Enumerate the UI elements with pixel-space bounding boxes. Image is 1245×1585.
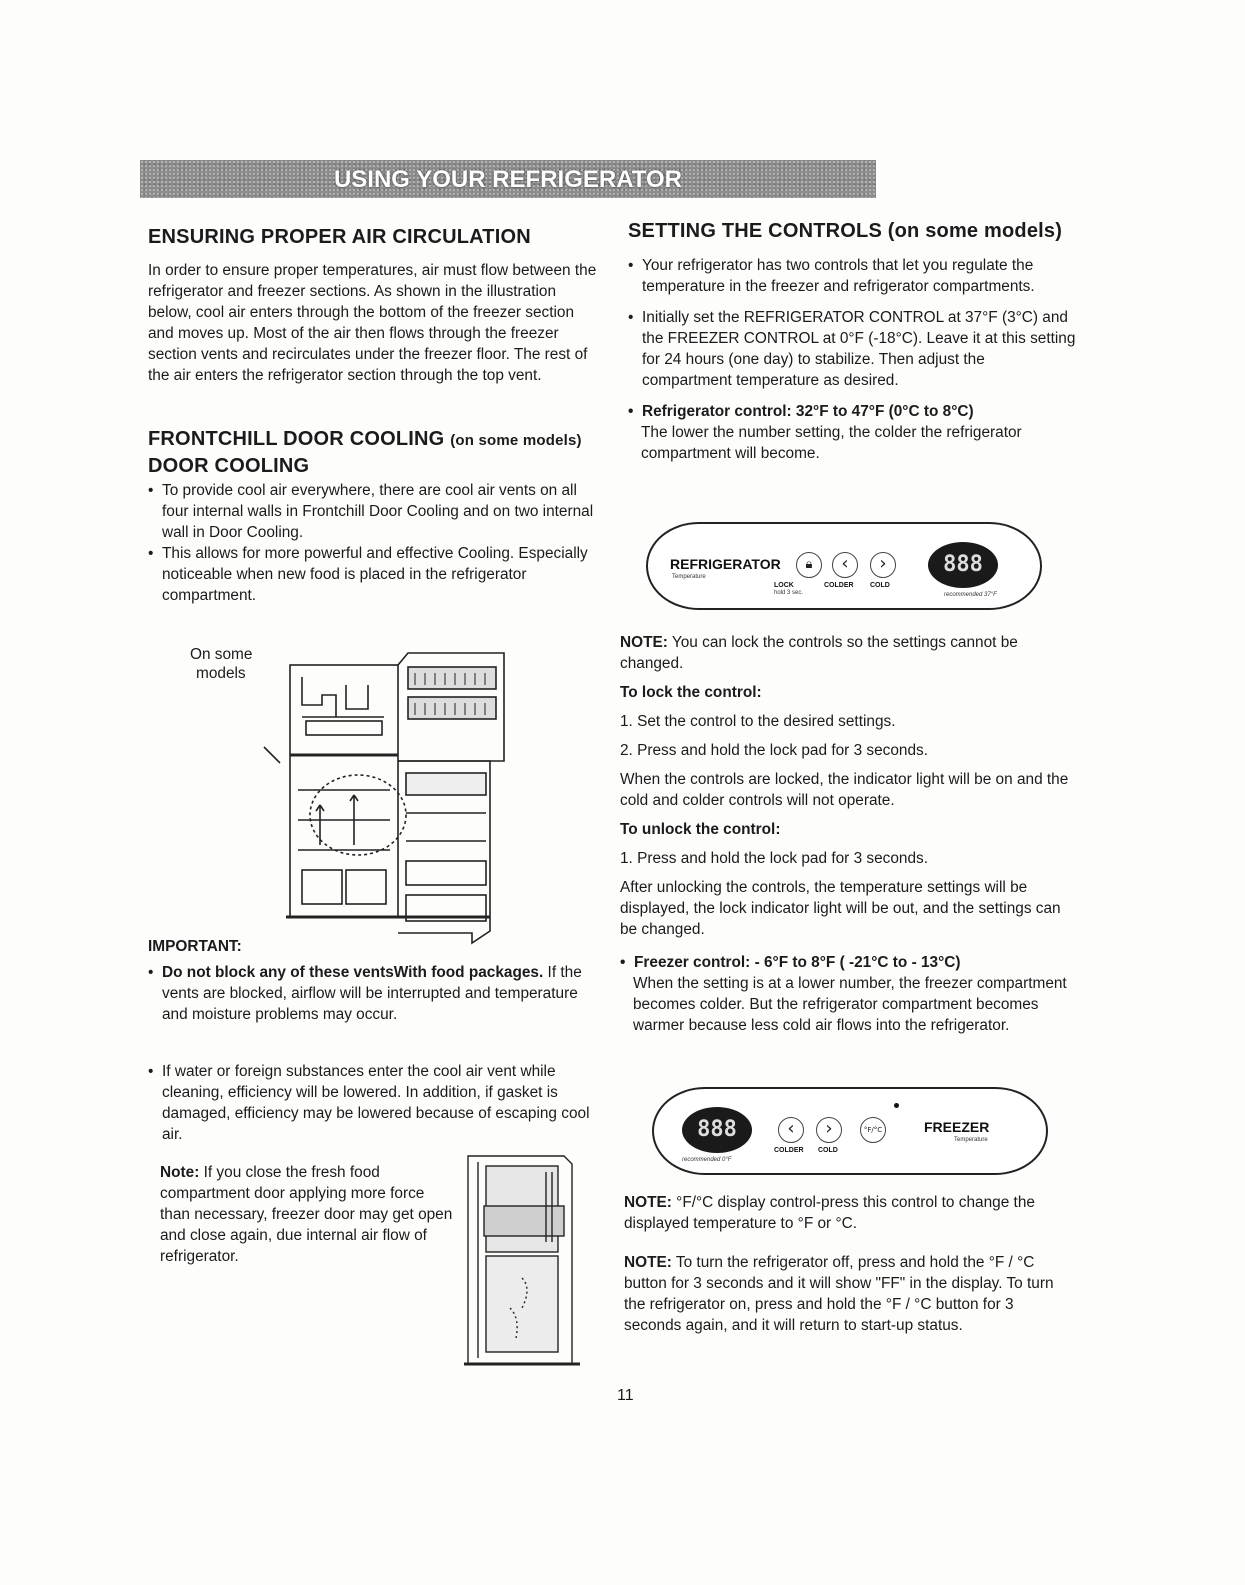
frontchill-heading-text: FRONTCHILL DOOR COOLING — [148, 428, 445, 450]
callout-label — [190, 645, 252, 683]
door-note-text: If you close the fresh food compartment door applying more force than necessary, freezer door may get open and close again, due internal air flow of refrigerator. — [160, 1164, 453, 1265]
refrigerator-control-panel — [646, 522, 1042, 610]
frontchill-bullet-2: • This allows for more powerful and effective Cooling. Especially noticeable when new food is placed in the refrigerator compartment. — [148, 543, 600, 606]
lock-after: When the controls are locked, the indicator light will be on and the cold and colder controls will not operate. — [620, 771, 1069, 809]
refrigerator-temp-display: 888 — [928, 542, 998, 588]
important-bullet-1-bold: Do not block any of these ventsWith food packages. — [162, 964, 544, 981]
lock-note-text: You can lock the controls so the settings cannot be changed. — [620, 634, 1018, 672]
frontchill-heading — [148, 428, 600, 451]
power-note-label: NOTE: — [624, 1254, 672, 1271]
freezer-cold-button[interactable] — [816, 1117, 842, 1143]
fridge-colder-button[interactable] — [832, 552, 858, 578]
controls-heading: SETTING THE CONTROLS (on some models) — [628, 220, 1063, 242]
fridge-control-title: • Refrigerator control: 32°F to 47°F (0°C to 8°C) — [628, 401, 1076, 422]
fridge-door-illustration — [462, 1148, 586, 1380]
indicator-light — [894, 1103, 899, 1108]
refrigerator-panel-label: REFRIGERATOR — [670, 556, 781, 572]
fridge-control-text: The lower the number setting, the colder the refrigerator compartment will become. — [641, 424, 1022, 462]
important-section — [148, 938, 600, 1145]
section-banner — [140, 160, 876, 198]
left-column — [148, 226, 600, 606]
important-bullet-1-text: If the vents are blocked, airflow will be interrupted and temperature and moisture problems may occur. — [162, 964, 582, 1023]
lock-icon: 🔒︎ — [805, 557, 813, 572]
freezer-colder-label: COLDER — [774, 1147, 804, 1154]
chevron-left-icon: ‹ — [841, 553, 849, 574]
callout-line-2: models — [196, 665, 246, 682]
refrigerator-panel-sublabel: Temperature — [672, 574, 706, 580]
power-note — [624, 1252, 1070, 1336]
unlock-step-1: 1. Press and hold the lock pad for 3 seconds. — [620, 850, 929, 867]
unit-toggle-button[interactable]: °F/°C — [860, 1117, 886, 1143]
air-circulation-heading: ENSURING PROPER AIR CIRCULATION — [148, 226, 531, 248]
lock-label: LOCK — [774, 582, 794, 589]
chevron-right-icon: › — [825, 1118, 833, 1139]
right-column — [628, 220, 1076, 464]
unit-note-text: °F/°C display control-press this control to change the displayed temperature to °F or °C. — [624, 1194, 1035, 1232]
freezer-panel-label: FREEZER — [924, 1119, 990, 1135]
fridge-recommended-label: recommended 37°F — [944, 592, 997, 598]
frontchill-heading-note: (on some models) — [450, 432, 582, 449]
important-bullet-2: • If water or foreign substances enter the cool air vent while cleaning, efficiency will be lowered. In addition, if gasket is damaged, efficiency may be lowered because of escaping cool air. — [148, 1061, 600, 1145]
air-circulation-body: In order to ensure proper temperatures, air must flow between the refrigerator and freezer sections. As shown in the illustration below, cool air enters through the bottom of the freezer section and moves up. Most of the air then flows through the freezer section vents and recirculates under the freezer floor. The rest of the air enters the refrigerator section through the top vent. — [148, 262, 597, 384]
door-note-label: Note: — [160, 1164, 200, 1181]
fridge-colder-label: COLDER — [824, 582, 854, 589]
fridge-cold-button[interactable] — [870, 552, 896, 578]
freezer-temp-display: 888 — [682, 1107, 752, 1153]
important-label: IMPORTANT: — [148, 938, 242, 955]
freezer-cold-label: COLD — [818, 1147, 838, 1154]
freezer-control-panel — [652, 1087, 1048, 1175]
freezer-panel-sublabel: Temperature — [954, 1137, 988, 1143]
lock-note — [620, 632, 1070, 674]
lock-button[interactable] — [796, 552, 822, 578]
freezer-colder-button[interactable] — [778, 1117, 804, 1143]
lock-note-label: NOTE: — [620, 634, 668, 651]
door-note — [160, 1162, 458, 1267]
refrigerator-airflow-illustration — [250, 645, 515, 945]
unlock-heading: To unlock the control: — [620, 821, 781, 838]
power-note-text: To turn the refrigerator off, press and hold the °F / °C button for 3 seconds and it will show "FF" in the display. To turn the refrigerator on, press and hold the °F / °C button for 3 seconds again, and it will return to start-up status. — [624, 1254, 1054, 1334]
unit-note-label: NOTE: — [624, 1194, 672, 1211]
door-note-paragraph — [160, 1162, 458, 1267]
chevron-left-icon: ‹ — [787, 1118, 795, 1139]
frontchill-heading-block — [148, 428, 600, 478]
lock-step-2: 2. Press and hold the lock pad for 3 seconds. — [620, 742, 929, 759]
lock-section — [620, 632, 1070, 1036]
callout-line-1: On some — [190, 646, 253, 663]
controls-bullet-1: • Your refrigerator has two controls that let you regulate the temperature in the freezer and refrigerator compartments. — [628, 255, 1076, 297]
fridge-cold-label: COLD — [870, 582, 890, 589]
unit-note — [624, 1192, 1070, 1234]
section-title: USING YOUR REFRIGERATOR — [333, 166, 683, 193]
lock-step-1: 1. Set the control to the desired settings. — [620, 713, 896, 730]
freezer-control-text: When the setting is at a lower number, the freezer compartment becomes colder. But the refrigerator compartment becomes warmer because less cold air flows into the refrigerator. — [633, 975, 1067, 1034]
freezer-control-title: • Freezer control: - 6°F to 8°F ( -21°C to - 13°C) — [620, 952, 1070, 973]
bottom-notes — [624, 1192, 1070, 1336]
frontchill-bullet-1: • To provide cool air everywhere, there are cool air vents on all four internal walls in Frontchill Door Cooling and on two internal wall in Door Cooling. — [148, 480, 600, 543]
freezer-recommended-label: recommended 0°F — [682, 1157, 732, 1163]
lock-hold-label: hold 3 sec. — [774, 590, 804, 596]
unlock-after: After unlocking the controls, the temperature settings will be displayed, the lock indicator light will be out, and the settings can be changed. — [620, 879, 1061, 938]
chevron-right-icon: › — [879, 553, 887, 574]
page-number: 11 — [617, 1387, 634, 1404]
important-bullet-1 — [148, 962, 600, 1025]
door-cooling-heading: DOOR COOLING — [148, 455, 310, 477]
controls-bullet-2: • Initially set the REFRIGERATOR CONTROL at 37°F (3°C) and the FREEZER CONTROL at 0°F (-18°C). Leave it at this setting for 24 hours (one day) to stabilize. Then adjust the compartment temperature as desired. — [628, 307, 1076, 391]
lock-heading: To lock the control: — [620, 684, 762, 701]
